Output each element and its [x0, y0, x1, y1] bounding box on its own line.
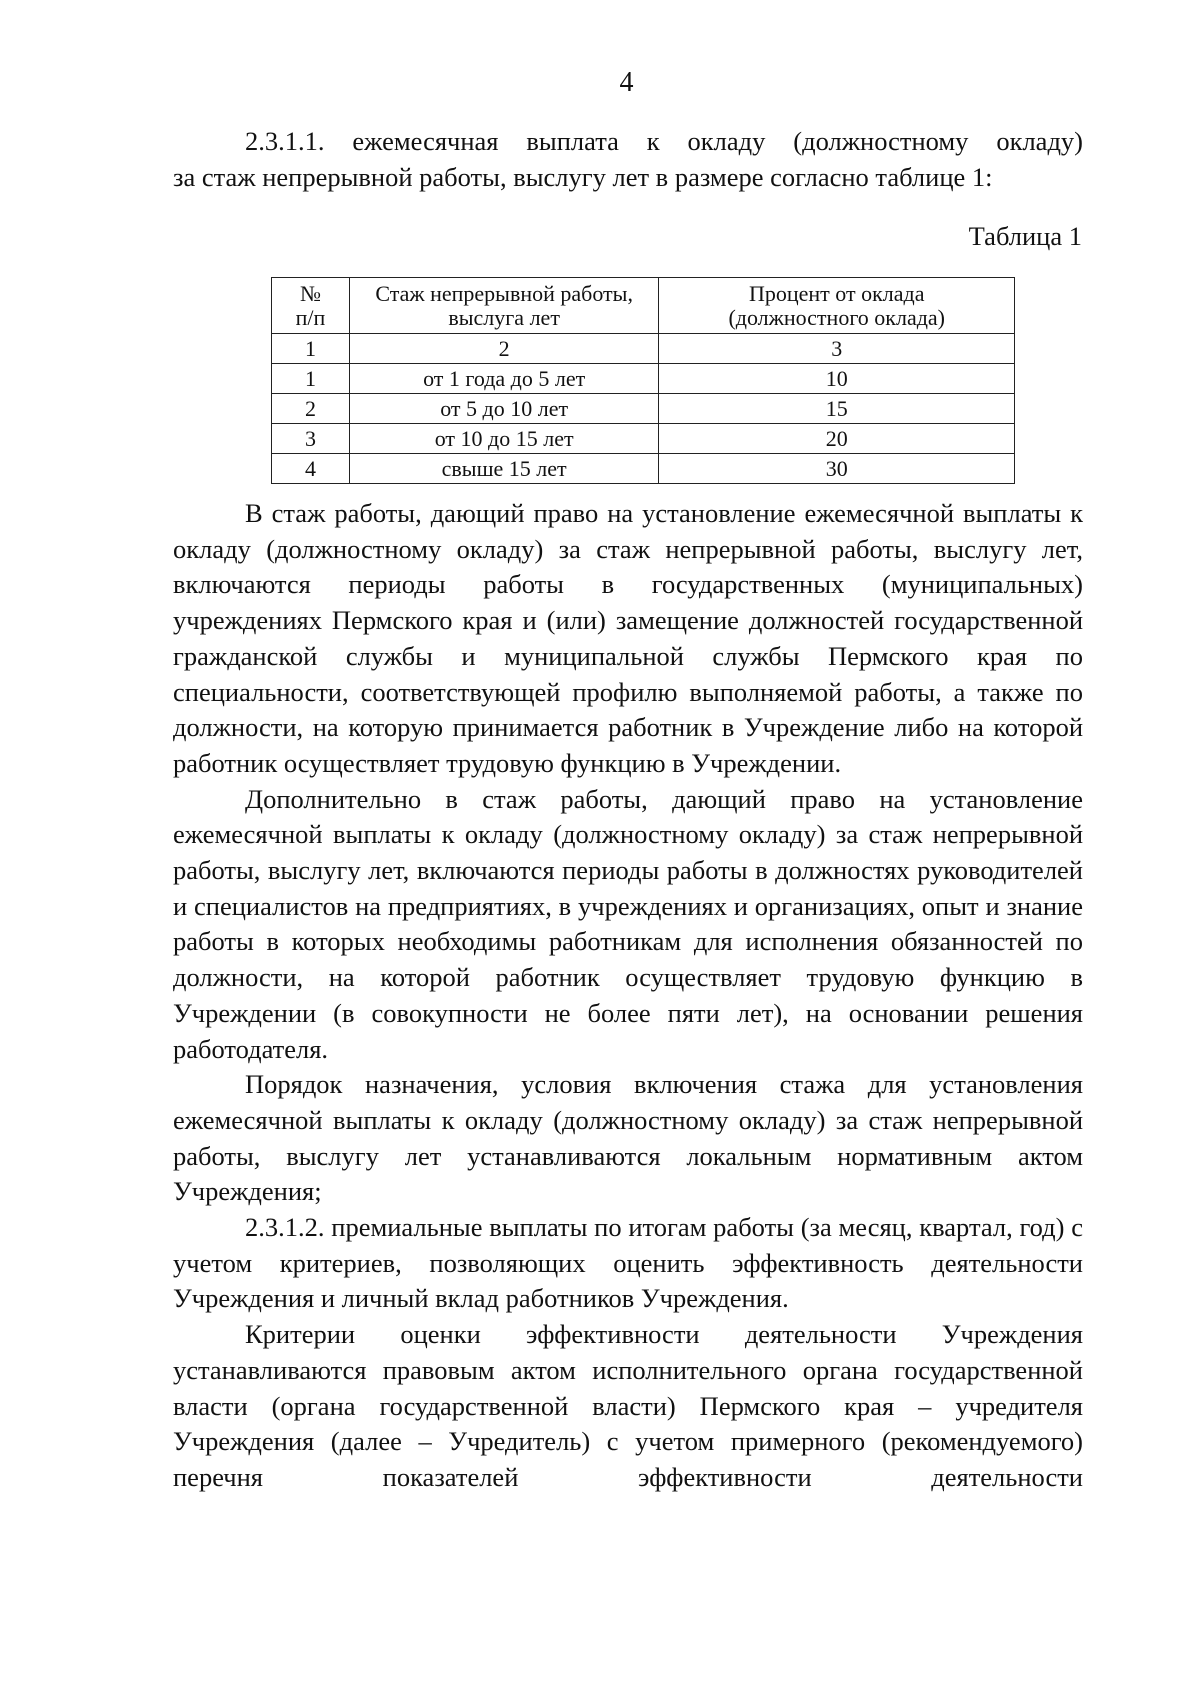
table-cell: 2	[349, 334, 659, 364]
intro-paragraph	[173, 124, 1083, 195]
table-cell: 10	[659, 364, 1015, 394]
table-cell: свыше 15 лет	[349, 454, 659, 484]
intro-line-1: 2.3.1.1. ежемесячная выплата к окладу (должностному окладу)	[245, 126, 1083, 156]
table-header-row	[272, 278, 1015, 334]
table-row	[272, 334, 1015, 364]
paragraph-additional-periods: Дополнительно в стаж работы, дающий право на установление ежемесячной выплаты к окладу (должностному окладу) за стаж непрерывной работы, выслугу лет, включаются периоды работы в должностях руководителей и специалистов на предприятиях, в учреждениях и организациях, опыт и знание работы в которых необходимы работникам для исполнения обязанностей по должности, на которой работник осуществляет трудовую функцию в Учреждении (в совокупности не более пяти лет), на основании решения работодателя.	[173, 783, 1083, 1064]
main-text	[173, 496, 1083, 1496]
table-cell: 15	[659, 394, 1015, 424]
table-row	[272, 454, 1015, 484]
table-cell: 1	[272, 334, 350, 364]
table-cell: 1	[272, 364, 350, 394]
seniority-table	[271, 277, 1015, 484]
table-cell: 20	[659, 424, 1015, 454]
table-cell: от 5 до 10 лет	[349, 394, 659, 424]
header-number: № п/п	[272, 278, 350, 334]
table-cell: 2	[272, 394, 350, 424]
table-cell: 3	[272, 424, 350, 454]
intro-line-2: за стаж непрерывной работы, выслугу лет в размере согласно таблице 1:	[173, 161, 993, 192]
table-cell: 3	[659, 334, 1015, 364]
table-cell: 4	[272, 454, 350, 484]
header-percent: Процент от оклада (должностного оклада)	[659, 278, 1015, 334]
paragraph-procedure: Порядок назначения, условия включения стажа для установления ежемесячной выплаты к окладу (должностному окладу) за стаж непрерывной работы, выслугу лет устанавливаются локальным нормативным актом Учреждения;	[173, 1069, 1083, 1207]
paragraph-seniority-periods: В стаж работы, дающий право на установление ежемесячной выплаты к окладу (должностному окладу) за стаж непрерывной работы, выслугу лет, включаются периоды работы в государственных (муниципальных) учреждениях Пермского края и (или) замещение должностей государственной гражданской службы и муниципальной службы Пермского края по специальности, соответствующей профилю выполняемой работы, а также по должности, на которую принимается работник в Учреждение либо на которой работник осуществляет трудовую функцию в Учреждении.	[173, 498, 1083, 778]
table-cell: от 10 до 15 лет	[349, 424, 659, 454]
paragraph-criteria: Критерии оценки эффективности деятельности Учреждения устанавливаются правовым актом исполнительного органа государственной власти (органа государственной власти) Пермского края – учредителя Учреждения (далее – Учредитель) с учетом примерного (рекомендуемого) перечня показателей эффективности деятельности	[173, 1319, 1083, 1492]
table-caption: Таблица 1	[968, 221, 1082, 251]
table-cell: от 1 года до 5 лет	[349, 364, 659, 394]
header-seniority: Стаж непрерывной работы, выслуга лет	[349, 278, 659, 334]
paragraph-bonus-payments: 2.3.1.2. премиальные выплаты по итогам работы (за месяц, квартал, год) с учетом критериев, позволяющих оценить эффективность деятельности Учреждения и личный вклад работников Учреждения.	[173, 1212, 1083, 1314]
table-row	[272, 424, 1015, 454]
table-row	[272, 364, 1015, 394]
page-number: 4	[619, 67, 634, 98]
table-cell: 30	[659, 454, 1015, 484]
table-row	[272, 394, 1015, 424]
